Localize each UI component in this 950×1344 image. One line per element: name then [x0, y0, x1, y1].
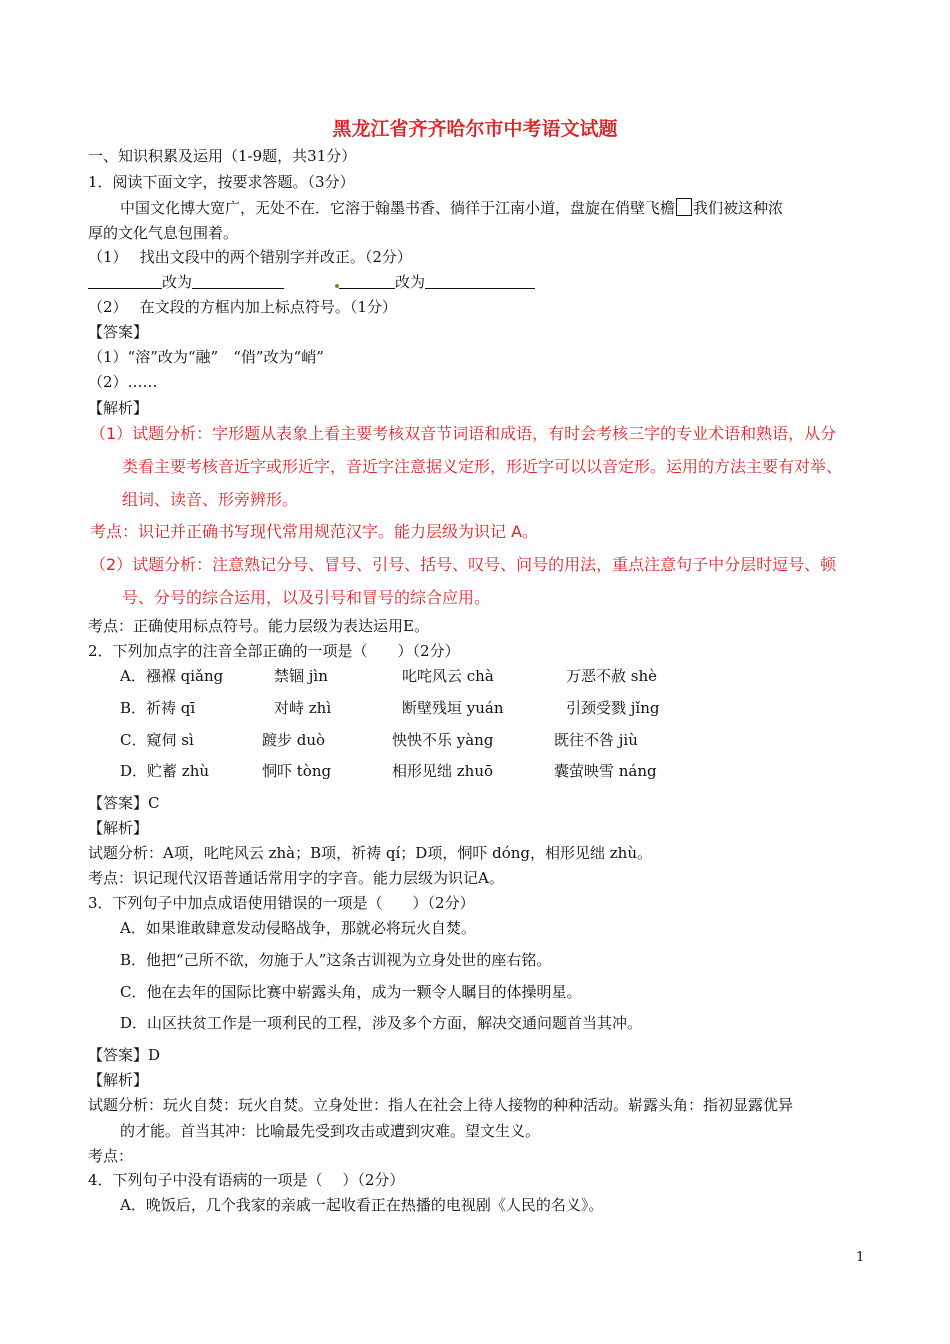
q1-stem: 1．阅读下面文字，按要求答题。（3分）	[88, 173, 355, 191]
q3-option-c: C．他在去年的国际比赛中崭露头角，成为一颗令人瞩目的体操明星。	[120, 983, 582, 1001]
q1-sub1: （1） 找出文段中的两个错别字并改正。（2分）	[88, 248, 412, 266]
q2-option-d-4: 囊萤映雪 náng	[554, 762, 657, 780]
q2-option-c-3: 怏怏不乐 yàng	[392, 731, 494, 749]
q1-answer-1: （1）“溶”改为“融” “俏”改为“峭”	[88, 348, 324, 366]
q3-option-b: B．他把“己所不欲，勿施于人”这条古训视为立身处世的座右铭。	[120, 951, 552, 969]
q4-option-a: A．晚饭后，几个我家的亲戚一起收看正在热播的电视剧《人民的名义》。	[120, 1196, 604, 1214]
q2-option-c-4: 既往不咎 jiù	[554, 731, 638, 749]
q3-kaodian: 考点：	[88, 1147, 134, 1165]
q2-option-c-1: C．窥伺 sì	[120, 731, 194, 749]
blank-2	[192, 272, 284, 289]
q2-option-d-1: D．贮蓄 zhù	[120, 762, 210, 780]
q1-sub2: （2） 在文段的方框内加上标点符号。（1分）	[88, 298, 397, 316]
q1-answer-2: （2）……	[88, 373, 158, 391]
punctuation-box	[676, 198, 692, 216]
q1-red-analysis-3: 组词、读音、形旁辨形。	[122, 490, 299, 509]
q3-option-d: D．山区扶贫工作是一项利民的工程，涉及多个方面，解决交通问题首当其冲。	[120, 1014, 643, 1032]
q1-passage-line2: 厚的文化气息包围着。	[88, 224, 239, 242]
q2-kaodian: 考点：识记现代汉语普通话常用字的字音。能力层级为识记A。	[88, 869, 504, 887]
q2-option-d-3: 相形见绌 zhuō	[392, 762, 494, 780]
q2-option-c-2: 踱步 duò	[262, 731, 326, 749]
q2-option-a-2: 禁锢 jìn	[274, 667, 328, 685]
q3-answer: 【答案】D	[88, 1046, 161, 1064]
blank-3	[339, 272, 395, 289]
q1-answer-tag: 【答案】	[88, 323, 149, 341]
q2-option-a-1: A．襁褓 qiǎng	[120, 667, 224, 685]
page-number: 1	[856, 1250, 865, 1265]
q3-analysis-tag: 【解析】	[88, 1071, 149, 1089]
q1-kaodian: 考点：正确使用标点符号。能力层级为表达运用E。	[88, 617, 429, 635]
q3-analysis-1: 试题分析：玩火自焚：玩火自焚。立身处世：指人在社会上待人接物的种种活动。崭露头角：指初显露优异	[88, 1096, 794, 1114]
q2-analysis-tag: 【解析】	[88, 819, 149, 837]
page-title: 黑龙江省齐齐哈尔市中考语文试题	[332, 118, 618, 140]
blank-4	[425, 272, 535, 289]
q2-option-b-3: 断壁残垣 yuán	[402, 699, 504, 717]
q2-option-a-3: 叱咤风云 chà	[402, 667, 494, 685]
q2-answer: 【答案】C	[88, 794, 160, 812]
q1-red-analysis-4: （2）试题分析：注意熟记分号、冒号、引号、括号、叹号、问号的用法，重点注意句子中分层时逗号、顿	[90, 555, 837, 574]
q1-red-analysis-2: 类看主要考核音近字或形近字，音近字注意据义定形，形近字可以以音定形。运用的方法主要有对举、	[122, 457, 843, 476]
q3-stem: 3．下列句子中加点成语使用错误的一项是（ ）（2分）	[88, 894, 475, 912]
q1-red-kaodian: 考点：识记并正确书写现代常用规范汉字。能力层级为识记 A。	[90, 522, 539, 541]
q4-stem: 4．下列句子中没有语病的一项是（ ）（2分）	[88, 1171, 405, 1189]
q1-fill-line	[88, 272, 535, 292]
q2-stem: 2．下列加点字的注音全部正确的一项是（ ）（2分）	[88, 642, 460, 660]
q1-passage-a: 中国文化博大宽广，无处不在．它溶于翰墨书香、徜徉于江南小道，盘旋在俏壁飞檐	[120, 199, 676, 217]
q2-option-b-2: 对峙 zhì	[274, 699, 332, 717]
q1-red-analysis-1: （1）试题分析：字形题从表象上看主要考核双音节词语和成语，有时会考核三字的专业术语和熟语，从分	[90, 424, 837, 443]
q3-analysis-2: 的才能。首当其冲：比喻最先受到攻击或遭到灾难。望文生义。	[120, 1122, 541, 1140]
gai-label-1: 改为	[162, 273, 193, 291]
q1-analysis-tag: 【解析】	[88, 399, 149, 417]
q2-analysis: 试题分析：A项，叱咤风云 zhà；B项，祈祷 qí；D项，恫吓 dóng，相形见绌 zhù。	[88, 844, 652, 862]
section-heading: 一、知识积累及运用（1-9题，共31分）	[88, 147, 357, 165]
q3-option-a: A．如果谁敢肆意发动侵略战争，那就必将玩火自焚。	[120, 919, 476, 937]
q2-option-a-4: 万恶不赦 shè	[566, 667, 658, 685]
q2-option-b-1: B．祈祷 qī	[120, 699, 196, 717]
gai-label-2: 改为	[395, 273, 426, 291]
q2-option-d-2: 恫吓 tòng	[262, 762, 332, 780]
q1-passage-b: 我们被这种浓	[693, 199, 784, 217]
q1-red-analysis-5: 号、分号的综合运用，以及引号和冒号的综合应用。	[122, 588, 491, 607]
blank-1	[88, 272, 162, 289]
q1-passage-line1	[120, 198, 783, 218]
q2-option-b-4: 引颈受戮 jǐng	[566, 699, 660, 717]
